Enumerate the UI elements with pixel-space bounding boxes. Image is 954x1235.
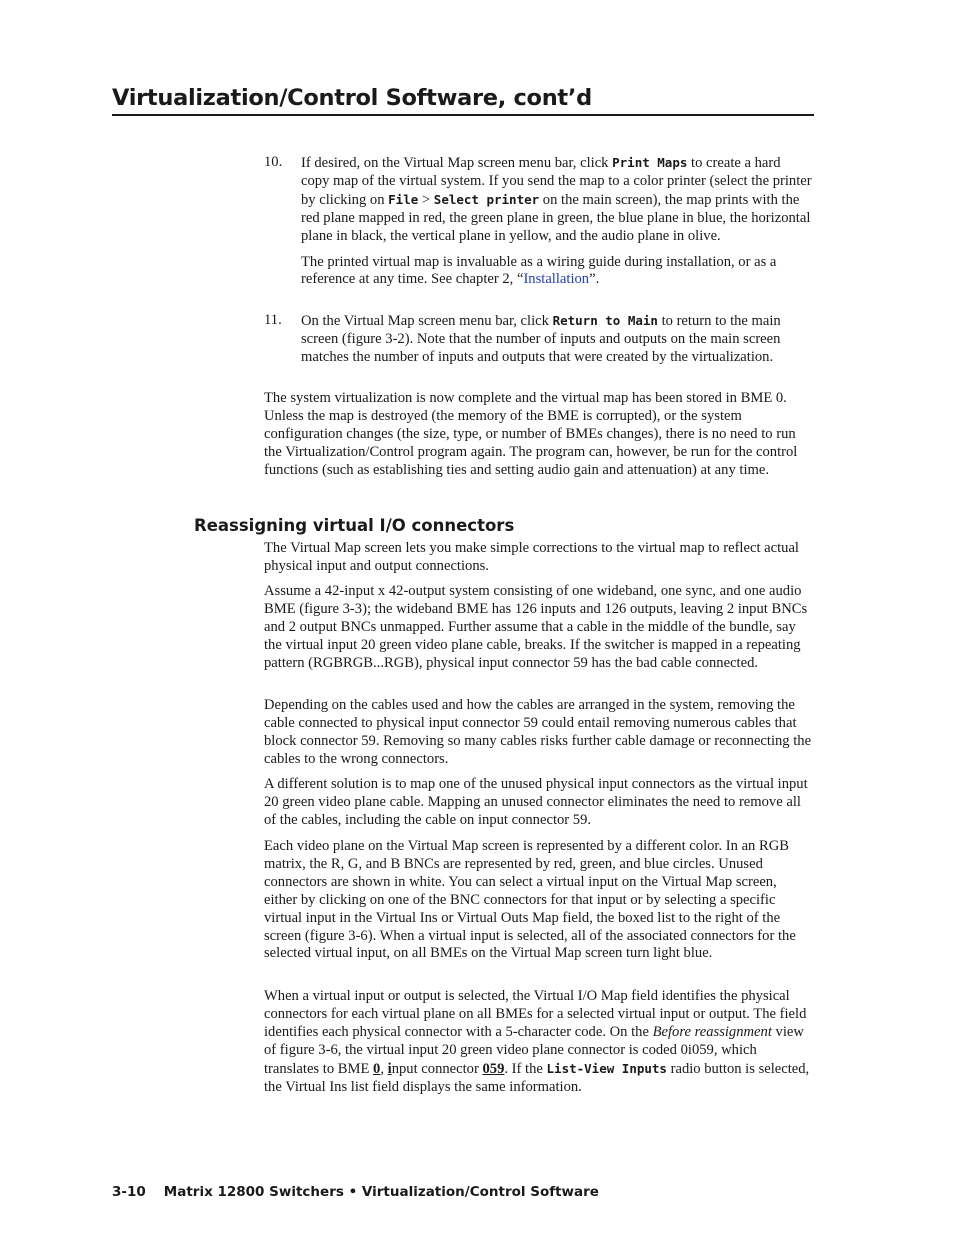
step-body bbox=[301, 154, 812, 289]
title-rule bbox=[112, 114, 814, 116]
section-paragraph-5: Each video plane on the Virtual Map screen is represented by a different color. In an RGB matrix, the R, G, and B BNCs are represented by red, green, and blue circles. Unused connectors are shown in white. You can select a virtual input on the Virtual Map screen, either by clicking on one of the BNC connectors for that input or by selecting a specific virtual input in the Virtual Ins or Virtual Outs Map field, the boxed list to the right of the screen (figure 3-6). When a virtual input is selected, all of the associated connectors for the selected virtual input, on all BMEs on the Virtual Map screen turn light blue. bbox=[264, 838, 796, 962]
return-to-main-command: Return to Main bbox=[552, 313, 658, 328]
section-paragraph-1: The Virtual Map screen lets you make simple corrections to the virtual map to reflect actual physical input and output connections. bbox=[264, 540, 799, 574]
text-run: On the Virtual Map screen menu bar, click bbox=[301, 313, 553, 329]
page-footer bbox=[112, 1184, 599, 1200]
bme-code-underlined: 0 bbox=[373, 1060, 381, 1077]
page-title: Virtualization/Control Software, cont’d bbox=[112, 85, 592, 111]
text-run: on the main screen), the map prints with the red plane mapped in red, the green plane in green, the blue plane in blue, the horizontal plane in black, the vertical plane in yellow, and the audio plane in olive. bbox=[301, 191, 811, 244]
section-heading: Reassigning virtual I/O connectors bbox=[194, 516, 515, 535]
section-paragraph-2: Assume a 42-input x 42-output system consisting of one wideband, one sync, and one audio BME (figure 3-3); the wideband BME has 126 inputs and 126 outputs, leaving 2 input BNCs and 2 output BNCs unmapped. Further assume that a cable in the middle of the bundle, say the virtual input 20 green video plane cable, breaks. If the switcher is mapped in a repeating pattern (RGBRGB...RGB), physical input connector 59 has the bad cable connected. bbox=[264, 583, 808, 671]
before-reassignment-italic: Before reassignment bbox=[652, 1023, 772, 1040]
select-printer-command: Select printer bbox=[433, 191, 540, 207]
summary-paragraph: The system virtualization is now complete and the virtual map has been stored in BME 0. Unless the map is destroyed (the memory of the BME is corrupted), or the system configuration changes (the size, type, or number of BMEs changes), there is no need to run the Virtualization/Control program again. The program can, however, be run for the control functions (such as establishing ties and setting audio gain and attenuation) at any time. bbox=[264, 390, 798, 478]
text-run: radio button is selected, the Virtual Ins list field displays the same information. bbox=[264, 1060, 810, 1095]
text-run: view of figure 3-6, the virtual input 20 green video plane connector is coded 0i059, which translates to BME bbox=[264, 1023, 804, 1077]
step-10-paragraph bbox=[301, 154, 812, 246]
print-maps-command: Print Maps bbox=[612, 155, 688, 170]
text-run: . If the bbox=[504, 1060, 547, 1077]
step-number-value: 10 bbox=[264, 154, 279, 170]
input-code-underlined: i bbox=[387, 1060, 392, 1077]
list-view-inputs-command: List-View Inputs bbox=[546, 1060, 667, 1076]
page-number: 3-10 bbox=[112, 1184, 146, 1200]
text-run: to create a hard copy map of the virtual system. If you send the map to a color printer (select the printer by clicking on bbox=[301, 155, 812, 208]
section-paragraph-6 bbox=[264, 988, 812, 1096]
step-11-paragraph bbox=[301, 312, 812, 367]
text-run: ”. bbox=[589, 271, 600, 288]
text-run: to return to the main screen (figure 3-2). Note that the number of inputs and outputs on the main screen matches the number of inputs and outputs that were created by the virtualization. bbox=[301, 313, 781, 365]
text-run: nput connector bbox=[391, 1060, 483, 1077]
text-run: When a virtual input or output is selected, the Virtual I/O Map field identifies the physical connectors for each virtual plane on all BMEs for a selected virtual input or output. The field identifies each physical connector with a 5-character code. On the bbox=[264, 988, 807, 1040]
step-number: 10. bbox=[264, 154, 283, 170]
installation-link[interactable]: Installation bbox=[523, 271, 590, 288]
step-10 bbox=[264, 154, 812, 297]
step-10-note bbox=[301, 254, 812, 290]
section-paragraph-3: Depending on the cables used and how the cables are arranged in the system, removing the cable connected to physical input connector 59 could entail removing numerous cables that block connector 59. Removing so many cables risks further cable damage or reconnecting the cables to the wrong connectors. bbox=[264, 697, 812, 767]
section-paragraph-4: A different solution is to map one of the unused physical input connectors as the virtual input 20 green video plane cable. Mapping an unused connector eliminates the need to remove all of the cables, including the cable on input connector 59. bbox=[264, 776, 808, 828]
step-body bbox=[301, 312, 812, 367]
text-run: > bbox=[418, 191, 434, 208]
file-command: File bbox=[388, 191, 419, 207]
footer-title: Matrix 12800 Switchers • Virtualization/Control Software bbox=[163, 1184, 599, 1200]
text-run: The printed virtual map is invaluable as a wiring guide during installation, or as a reference at any time. See chapter 2, “ bbox=[301, 253, 777, 288]
step-11 bbox=[264, 312, 812, 375]
text-run: If desired, on the Virtual Map screen menu bar, click bbox=[301, 155, 613, 171]
step-number: 11. bbox=[264, 312, 282, 328]
connector-code-underlined: 059 bbox=[482, 1060, 505, 1077]
text-run: , bbox=[380, 1060, 388, 1077]
step-number-value: 11 bbox=[264, 312, 279, 328]
